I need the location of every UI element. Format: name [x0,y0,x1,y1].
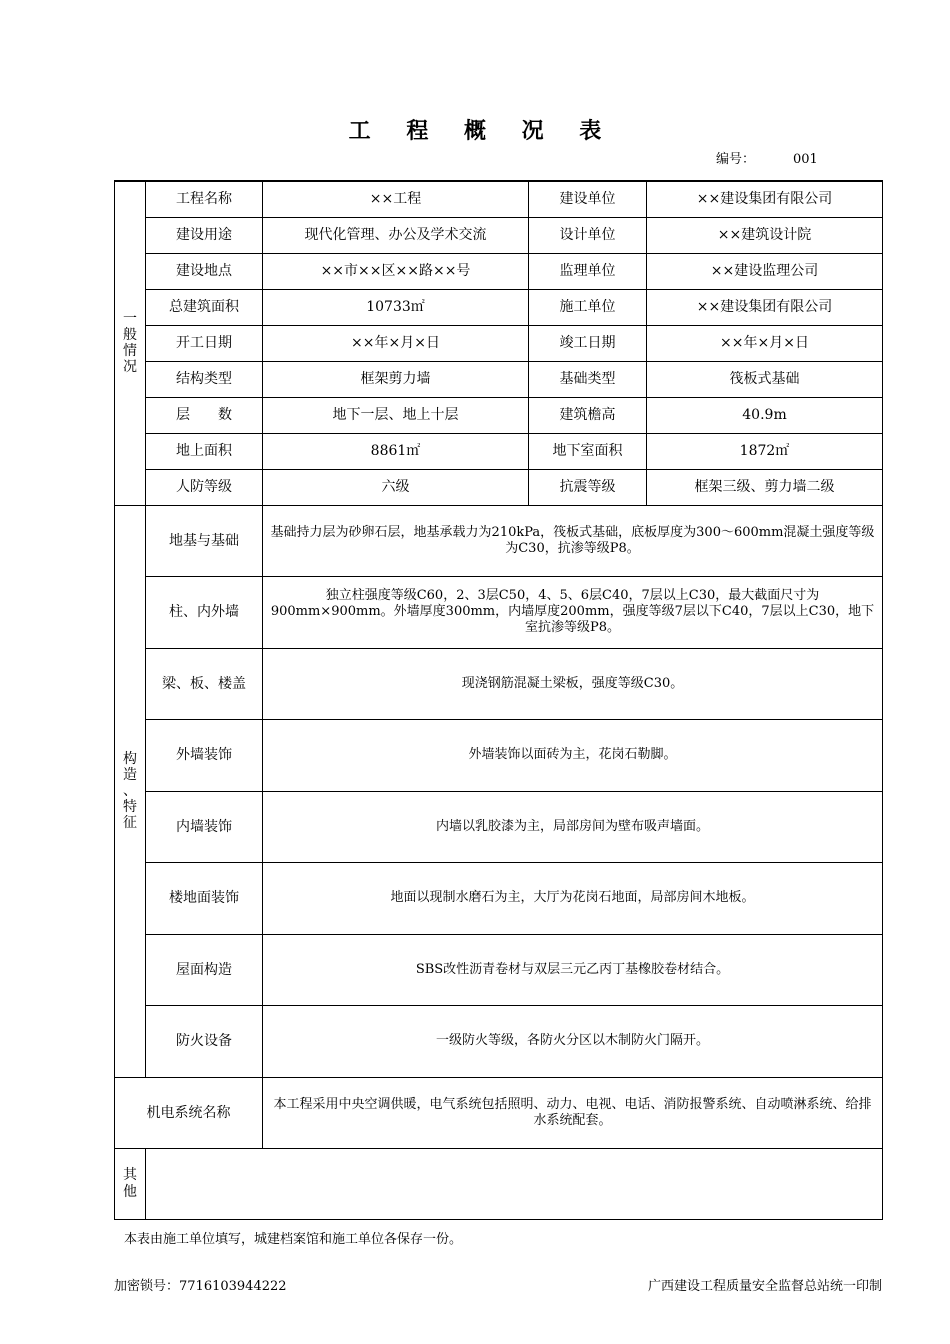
electromechanical-label: 机电系统名称 [115,1077,263,1148]
serial-number [716,148,818,167]
field-value: 40.9m [647,397,883,433]
field-label: 结构类型 [146,361,263,397]
field-value: ××建设监理公司 [647,253,883,289]
field-label: 监理单位 [529,253,647,289]
electromechanical-description: 本工程采用中央空调供暖，电气系统包括照明、动力、电视、电话、消防报警系统、自动喷淋系统、给排水系统配套。 [263,1077,883,1148]
electromechanical-row [115,1077,883,1148]
form-title: 工 程 概 况 表 [348,118,616,144]
feature-description: 外墙装饰以面砖为主，花岗石勒脚。 [263,719,883,791]
feature-label: 防火设备 [146,1005,263,1077]
field-label: 建筑檐高 [529,397,647,433]
feature-description: 一级防火等级，各防火分区以木制防火门隔开。 [263,1005,883,1077]
general-section-label: 一 般 情 况 [115,181,146,505]
feature-description: 现浇钢筋混凝土梁板，强度等级C30。 [263,648,883,719]
project-overview-table [114,180,883,1220]
field-label: 施工单位 [529,289,647,325]
serial-label: 编号： [716,152,756,167]
field-label: 工程名称 [146,181,263,217]
feature-description: SBS改性沥青卷材与双层三元乙丙丁基橡胶卷材结合。 [263,934,883,1005]
feature-label: 屋面构造 [146,934,263,1005]
field-label: 设计单位 [529,217,647,253]
construction-section-label: 构 造 、 特 征 [115,505,146,1077]
field-label: 建设地点 [146,253,263,289]
feature-label: 楼地面装饰 [146,862,263,934]
general-row [115,253,883,289]
feature-label: 外墙装饰 [146,719,263,791]
feature-label: 梁、板、楼盖 [146,648,263,719]
field-label: 层 数 [146,397,263,433]
other-content [146,1148,883,1219]
field-value: 框架三级、剪力墙二级 [647,469,883,505]
field-value: ××市××区××路××号 [263,253,529,289]
field-value: 现代化管理、办公及学术交流 [263,217,529,253]
field-label: 地上面积 [146,433,263,469]
field-label: 人防等级 [146,469,263,505]
field-label: 地下室面积 [529,433,647,469]
general-row [115,397,883,433]
field-label: 建设单位 [529,181,647,217]
construction-row [115,505,883,576]
feature-description: 内墙以乳胶漆为主，局部房间为壁布吸声墙面。 [263,791,883,862]
field-value: ××建筑设计院 [647,217,883,253]
construction-row [115,719,883,791]
printer-statement: 广西建设工程质量安全监督总站统一印制 [647,1279,882,1294]
field-value: 筏板式基础 [647,361,883,397]
field-value: 六级 [263,469,529,505]
construction-row [115,1005,883,1077]
field-value: 8861㎡ [263,433,529,469]
feature-label: 地基与基础 [146,505,263,576]
serial-value: 001 [793,152,818,167]
field-value: ××建设集团有限公司 [647,181,883,217]
other-section-label: 其 他 [115,1148,146,1219]
construction-row [115,862,883,934]
general-row [115,181,883,217]
other-row [115,1148,883,1219]
field-label: 竣工日期 [529,325,647,361]
feature-description: 基础持力层为砂卵石层，地基承载力为210kPa，筏板式基础，底板厚度为300～600mm混凝土强度等级为C30，抗渗等级P8。 [263,505,883,576]
construction-row [115,791,883,862]
field-value: ××工程 [263,181,529,217]
field-value: 地下一层、地上十层 [263,397,529,433]
field-value: ××年×月×日 [263,325,529,361]
field-value: 1872㎡ [647,433,883,469]
general-row [115,289,883,325]
footnote: 本表由施工单位填写，城建档案馆和施工单位各保存一份。 [124,1232,463,1247]
field-value: 框架剪力墙 [263,361,529,397]
field-label: 抗震等级 [529,469,647,505]
feature-label: 内墙装饰 [146,791,263,862]
field-label: 开工日期 [146,325,263,361]
field-label: 总建筑面积 [146,289,263,325]
general-row [115,433,883,469]
general-row [115,469,883,505]
encryption-lock-number: 加密锁号：7716103944222 [114,1279,287,1294]
general-row [115,217,883,253]
field-value: ××建设集团有限公司 [647,289,883,325]
feature-description: 地面以现制水磨石为主，大厅为花岗石地面，局部房间木地板。 [263,862,883,934]
construction-row [115,934,883,1005]
field-value: ××年×月×日 [647,325,883,361]
general-row [115,361,883,397]
field-label: 建设用途 [146,217,263,253]
construction-row [115,648,883,719]
field-label: 基础类型 [529,361,647,397]
field-value: 10733㎡ [263,289,529,325]
general-row [115,325,883,361]
feature-description: 独立柱强度等级C60，2、3层C50，4、5、6层C40，7层以上C30，最大截面尺寸为900mm×900mm。外墙厚度300mm，内墙厚度200mm，强度等级7层以下C40，7层以上C30，地下室抗渗等级P8。 [263,576,883,648]
construction-row [115,576,883,648]
feature-label: 柱、内外墙 [146,576,263,648]
